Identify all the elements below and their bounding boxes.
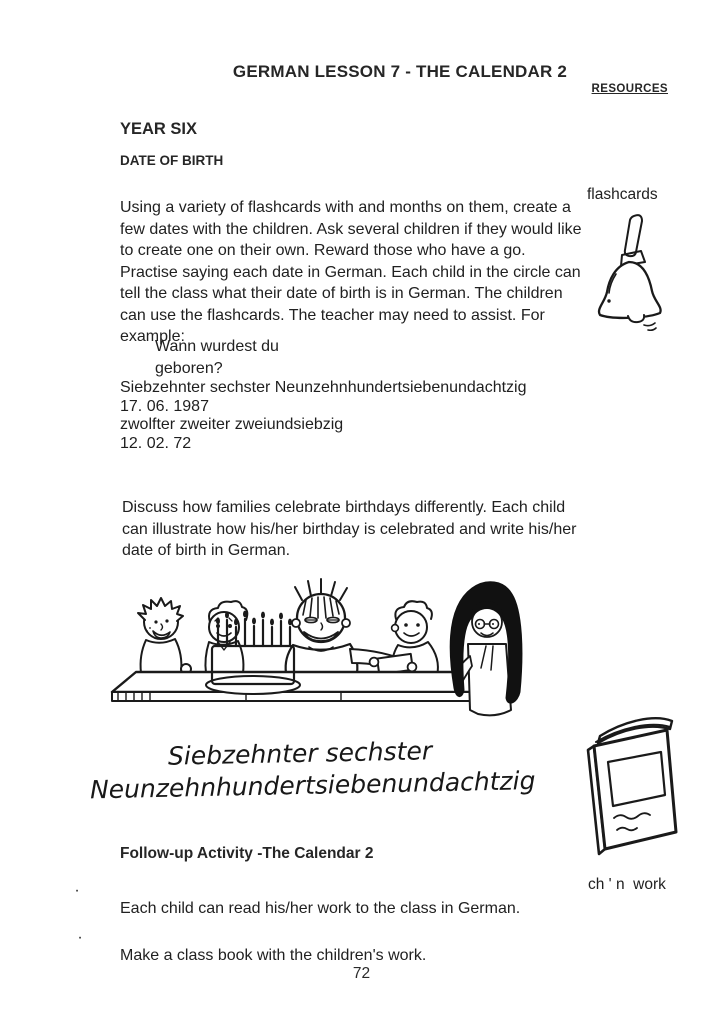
intro-paragraph: Using a variety of flashcards with and months on them, create a few dates with the children. Ask several children if they would like to create one on their own. Reward those who have a go. Practise saying each date in German. Each child in the circle can tell the class what their date of birth is in German. The children can use the flashcards. The teacher may need to assist. For example: (120, 199, 582, 345)
birthday-party-illustration (106, 570, 534, 737)
discussion-paragraph: Discuss how families celebrate birthdays differently. Each child can illustrate how his/her birthday is celebrated and write his/her date of birth in German. (122, 499, 577, 559)
bullet-icon: · (74, 882, 80, 899)
page-title: GERMAN LESSON 7 - THE CALENDAR 2 (232, 62, 568, 81)
bullet-icon: · (77, 929, 83, 946)
example-question (155, 336, 279, 379)
example-question-line1: Wann wurdest du (155, 338, 279, 355)
book-icon (574, 702, 690, 867)
resources-heading: RESOURCES (591, 83, 668, 95)
followup-heading: Follow-up Activity -The Calendar 2 (120, 845, 374, 862)
year-heading: YEAR SIX (120, 120, 198, 138)
example-date-line: 17. 06. 1987 (120, 397, 209, 415)
page-number: 72 (352, 965, 371, 982)
flashcards-label: flashcards (587, 186, 658, 203)
child-1 (138, 598, 191, 674)
childrens-work-label: ch ' n work (588, 876, 666, 893)
followup-bullet-2: Make a class book with the children's work. (120, 947, 427, 964)
followup-bullet-1: Each child can read his/her work to the class in German. (120, 900, 521, 917)
example-date-line: Siebzehnter sechster Neunzehnhundertsiebenundachtzig (120, 379, 527, 396)
section-heading: DATE OF BIRTH (120, 153, 224, 168)
handwritten-line-1: Siebzehnter sechster (167, 736, 433, 771)
bell-icon (592, 212, 668, 337)
handwritten-line-2: Neunzehnhundertsiebenundachtzig (89, 766, 536, 805)
example-date-line: zwolfter zweiter zweiundsiebzig (120, 416, 344, 434)
example-question-line2: geboren? (155, 359, 223, 377)
child-5-girl (450, 582, 522, 716)
example-dates (120, 379, 527, 454)
example-date-line: 12. 02. 72 (120, 435, 192, 453)
child-4 (370, 601, 438, 676)
